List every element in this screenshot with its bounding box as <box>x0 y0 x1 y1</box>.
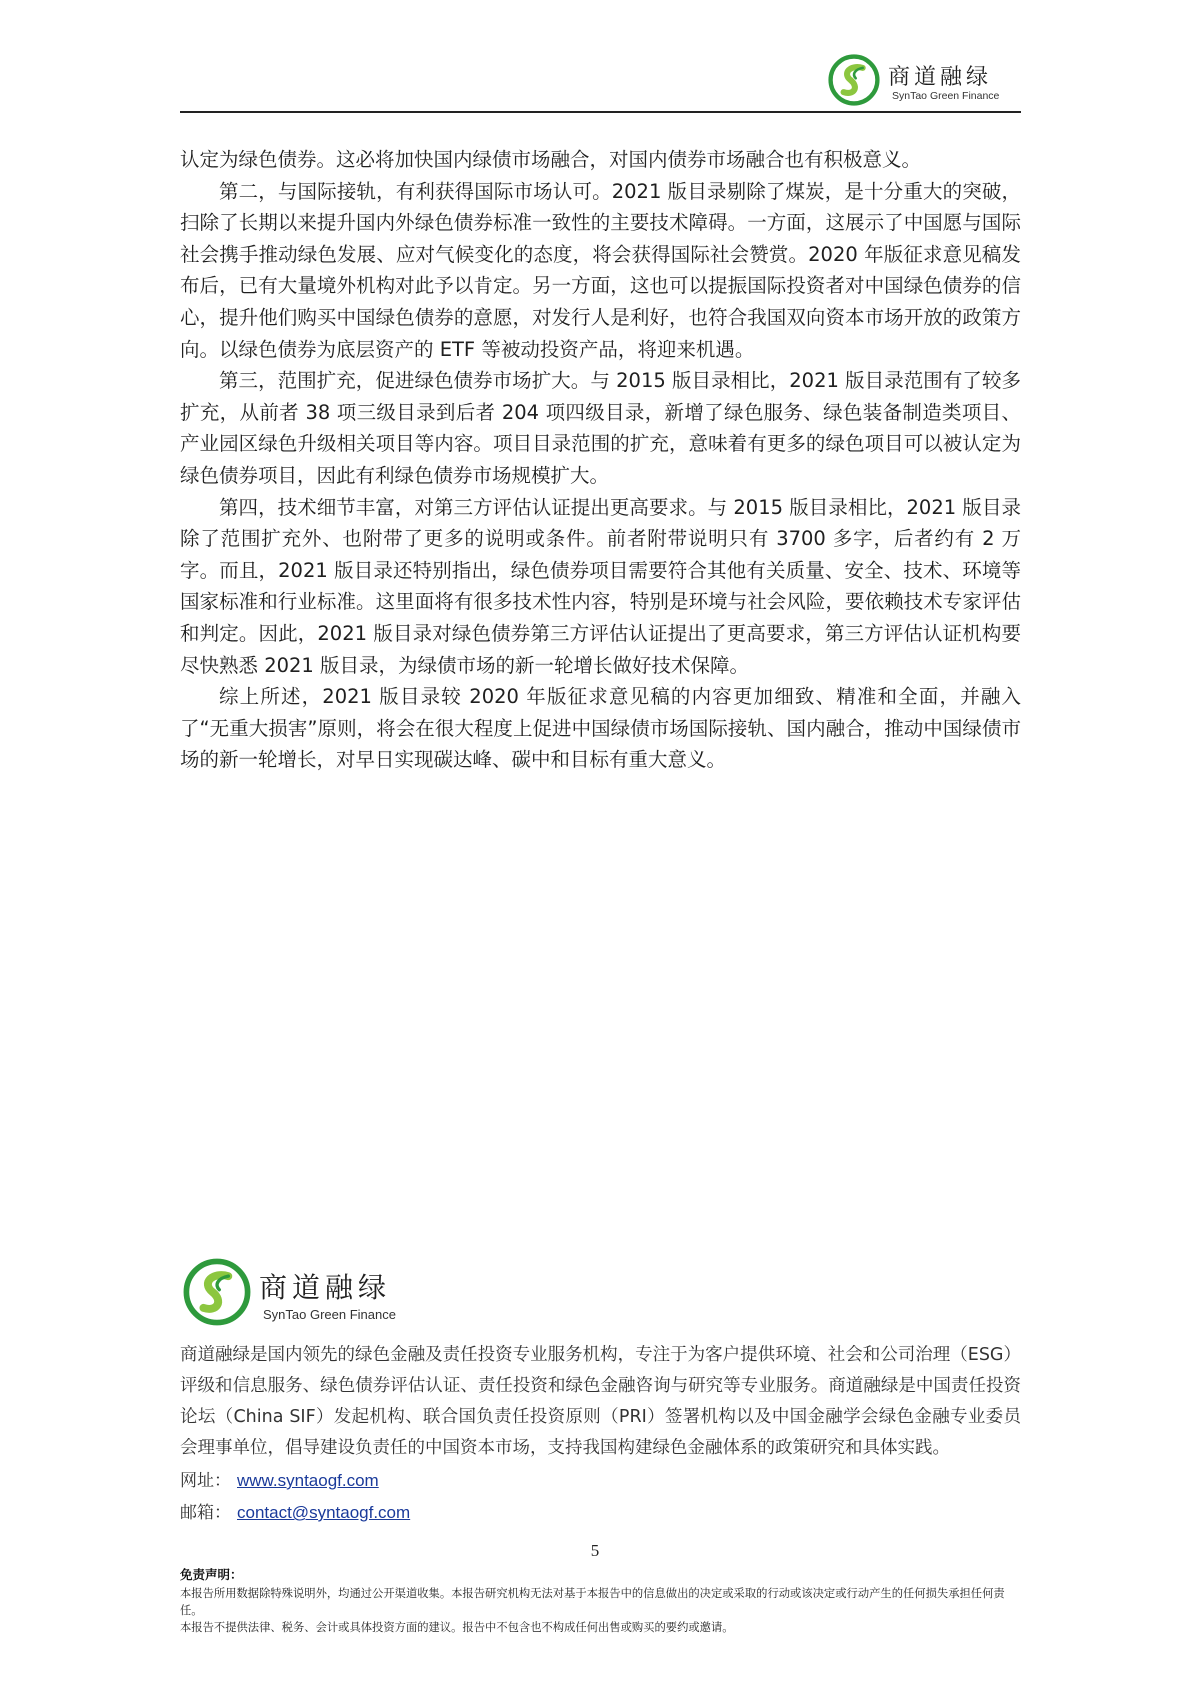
email-label: 邮箱： <box>180 1503 231 1523</box>
header-divider <box>180 111 1021 113</box>
disclaimer-title: 免责声明： <box>180 1567 243 1582</box>
body-text <box>180 144 1021 776</box>
footer-logo <box>183 1258 443 1328</box>
disclaimer-line-1: 本报告所用数据除特殊说明外，均通过公开渠道收集。本报告研究机构无法对基于本报告中的信息做出的决定或采取的行动或该决定或行动产生的任何损失承担任何责任。 <box>180 1587 1005 1617</box>
header-logo <box>828 54 1028 110</box>
website-line <box>180 1466 379 1491</box>
disclaimer-line-2: 本报告不提供法律、税务、会计或具体投资方面的建议。报告中不包含也不构成任何出售或购买的要约或邀请。 <box>180 1621 734 1634</box>
page-number: 5 <box>590 1541 600 1560</box>
header-logo-cn: 商道融绿 <box>888 65 993 90</box>
header-logo-en: SynTao Green Finance <box>892 90 1000 102</box>
syntao-logo-icon <box>183 1258 251 1326</box>
about-section <box>180 1340 1021 1464</box>
website-link[interactable]: www.syntaogf.com <box>237 1471 379 1490</box>
paragraph-2: 第二，与国际接轨，有利获得国际市场认可。2021 版目录剔除了煤炭，是十分重大的突破，扫除了长期以来提升国内外绿色债券标准一致性的主要技术障碍。一方面，这展示了中国愿与国际社会携手推动绿色发展、应对气候变化的态度，将会获得国际社会赞赏。2020 年版征求意见稿发布后，已有大量境外机构对此予以肯定。另一方面，这也可以提振国际投资者对中国绿色债券的信心，提升他们购买中国绿色债券的意愿，对发行人是利好，也符合我国双向资本市场开放的政策方向。以绿色债券为底层资产的 ETF 等被动投资产品，将迎来机遇。 <box>180 179 1021 361</box>
email-link[interactable]: contact@syntaogf.com <box>237 1503 411 1522</box>
paragraph-4: 第四，技术细节丰富，对第三方评估认证提出更高要求。与 2015 版目录相比，2021 版目录除了范围扩充外、也附带了更多的说明或条件。前者附带说明只有 3700 多字，后者约有 2 万字。而且，2021 版目录还特别指出，绿色债券项目需要符合其他有关质量、安全、技术、环境等国家标准和行业标准。这里面将有很多技术性内容，特别是环境与社会风险，要依赖技术专家评估和判定。因此，2021 版目录对绿色债券第三方评估认证提出了更高要求，第三方评估认证机构要尽快熟悉 2021 版目录，为绿债市场的新一轮增长做好技术保障。 <box>180 495 1021 677</box>
about-text: 商道融绿是国内领先的绿色金融及责任投资专业服务机构，专注于为客户提供环境、社会和公司治理（ESG）评级和信息服务、绿色债券评估认证、责任投资和绿色金融咨询与研究等专业服务。商道融绿是中国责任投资论坛（China SIF）发起机构、联合国负责任投资原则（PRI）签署机构以及中国金融学会绿色金融专业委员会理事单位，倡导建设负责任的中国资本市场，支持我国构建绿色金融体系的政策研究和具体实践。 <box>180 1345 1021 1458</box>
paragraph-3: 第三，范围扩充，促进绿色债券市场扩大。与 2015 版目录相比，2021 版目录范围有了较多扩充，从前者 38 项三级目录到后者 204 项四级目录，新增了绿色服务、绿色装备制造类项目、产业园区绿色升级相关项目等内容。项目目录范围的扩充，意味着有更多的绿色项目可以被认定为绿色债券项目，因此有利绿色债券市场规模扩大。 <box>180 369 1021 487</box>
website-label: 网址： <box>180 1471 231 1491</box>
paragraph-5: 综上所述，2021 版目录较 2020 年版征求意见稿的内容更加细致、精准和全面，并融入了“无重大损害”原则，将会在很大程度上促进中国绿债市场国际接轨、国内融合，推动中国绿债市场的新一轮增长，对早日实现碳达峰、碳中和目标有重大意义。 <box>180 685 1021 772</box>
paragraph-1: 认定为绿色债券。这必将加快国内绿债市场融合，对国内债券市场融合也有积极意义。 <box>180 148 922 171</box>
disclaimer <box>180 1565 1021 1636</box>
footer-logo-en: SynTao Green Finance <box>263 1307 396 1322</box>
syntao-logo-icon <box>828 54 880 106</box>
email-line <box>180 1498 410 1523</box>
footer-logo-cn: 商道融绿 <box>259 1271 392 1304</box>
